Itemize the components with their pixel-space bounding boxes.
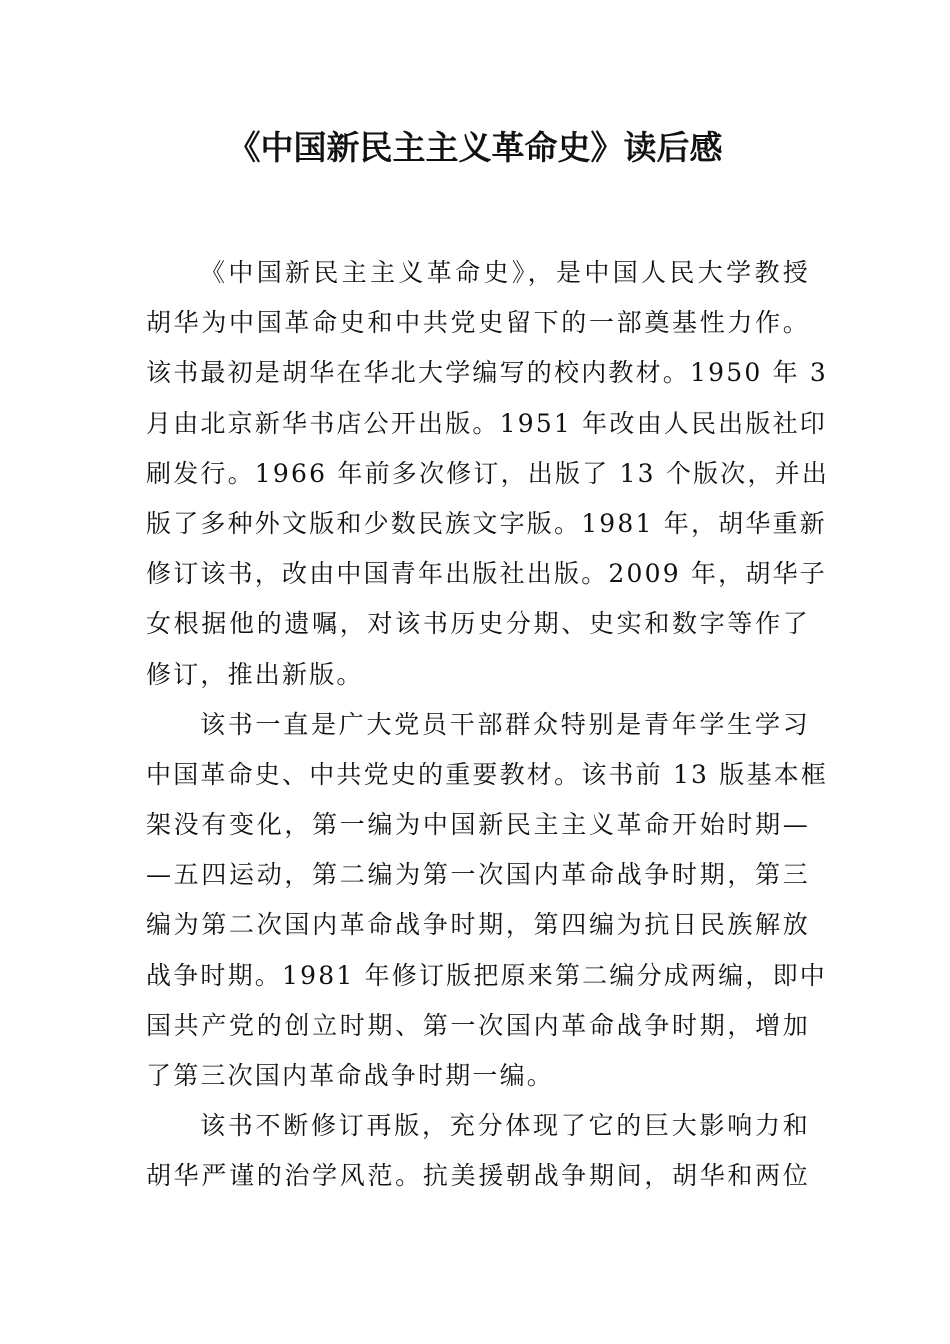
- paragraph-1-line-9: 修订，推出新版。: [146, 659, 364, 689]
- paragraph-2-line-3: 架没有变化，第一编为中国新民主主义革命开始时期—: [146, 810, 810, 840]
- paragraph-1-line-6: 版了多种外文版和少数民族文字版。1981 年，胡华重新: [146, 508, 827, 538]
- paragraph-1-line-2: 胡华为中国革命史和中共党史留下的一部奠基性力作。: [146, 308, 810, 338]
- paragraph-2-line-7: 国共产党的创立时期、第一次国内革命战争时期，增加: [146, 1010, 810, 1040]
- paragraph-1-line-3: 该书最初是胡华在华北大学编写的校内教材。1950 年 3: [146, 358, 829, 388]
- paragraph-1-line-8: 女根据他的遗嘱，对该书历史分期、史实和数字等作了: [146, 609, 810, 639]
- paragraph-1-line-4: 月由北京新华书店公开出版。1951 年改由人民出版社印: [146, 408, 827, 438]
- document-title: 《中国新民主主义革命史》读后感: [227, 128, 723, 167]
- paragraph-3-line-2: 胡华严谨的治学风范。抗美援朝战争期间，胡华和两位: [146, 1161, 810, 1191]
- paragraph-2-line-6: 战争时期。1981 年修订版把原来第二编分成两编，即中: [146, 960, 827, 990]
- paragraph-2-line-8: 了第三次国内革命战争时期一编。: [146, 1061, 555, 1090]
- paragraph-1-line-5: 刷发行。1966 年前多次修订，出版了 13 个版次，并出: [146, 458, 830, 488]
- paragraph-3-line-1: 该书不断修订再版，充分体现了它的巨大影响力和: [200, 1111, 810, 1141]
- paragraph-2-line-2: 中国革命史、中共党史的重要教材。该书前 13 版基本框: [146, 759, 829, 789]
- paragraph-2-line-4: —五四运动，第二编为第一次国内革命战争时期，第三: [146, 860, 810, 890]
- paragraph-1-line-7: 修订该书，改由中国青年出版社出版。2009 年，胡华子: [146, 559, 827, 589]
- paragraph-2-line-1: 该书一直是广大党员干部群众特别是青年学生学习: [200, 709, 810, 739]
- paragraph-2-line-5: 编为第二次国内革命战争时期，第四编为抗日民族解放: [146, 910, 810, 940]
- paragraph-1-line-1: 《中国新民主主义革命史》，是中国人民大学教授: [200, 258, 810, 287]
- document-body: [146, 248, 830, 1202]
